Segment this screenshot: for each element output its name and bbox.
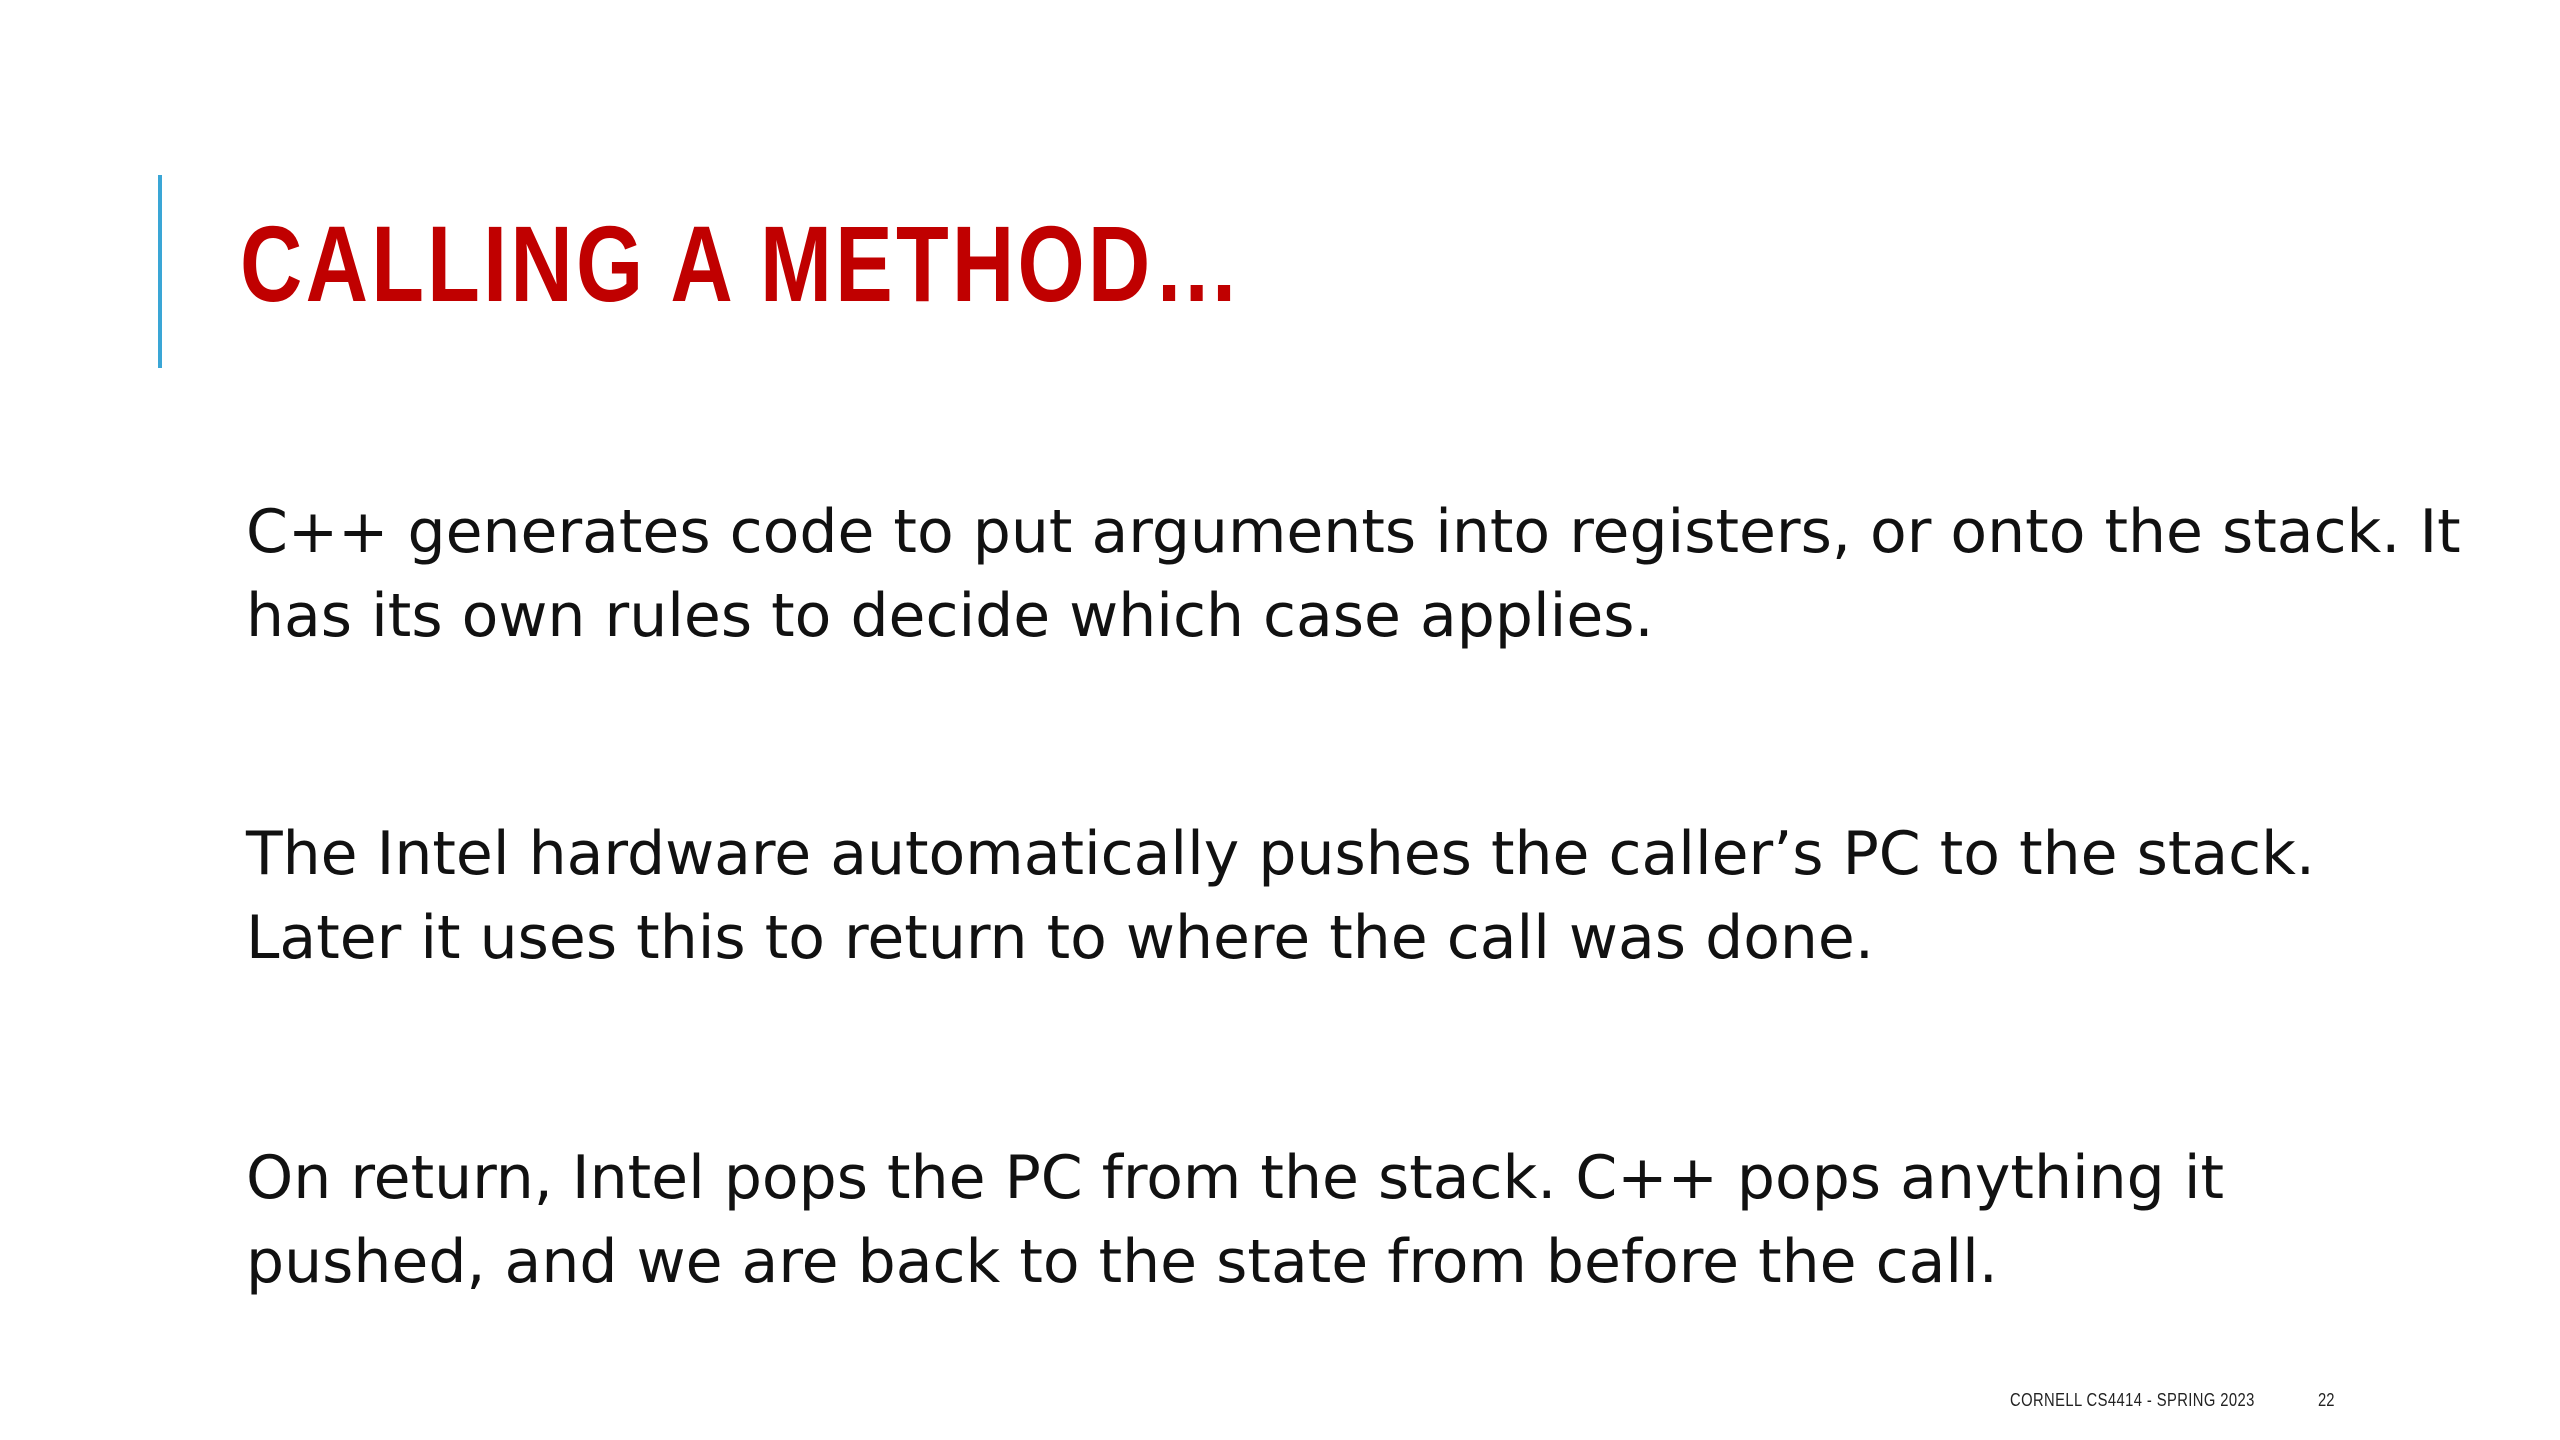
title-accent-bar (158, 175, 162, 368)
body-paragraph-3: On return, Intel pops the PC from the stack. C++ pops anything it pushed, and we are back to the state from before the call. (246, 1143, 2225, 1297)
page-number: 22 (2318, 1390, 2335, 1410)
body-paragraph-1: C++ generates code to put arguments into registers, or onto the stack. It has its own rules to decide which case applies. (246, 497, 2461, 651)
body-paragraph-2: The Intel hardware automatically pushes the caller’s PC to the stack. Later it uses this to return to where the call was done. (246, 819, 2315, 973)
slide-footer: CORNELL CS4414 - SPRING 2023 (2010, 1390, 2255, 1410)
slide-title: CALLING A METHOD… (240, 203, 1244, 324)
